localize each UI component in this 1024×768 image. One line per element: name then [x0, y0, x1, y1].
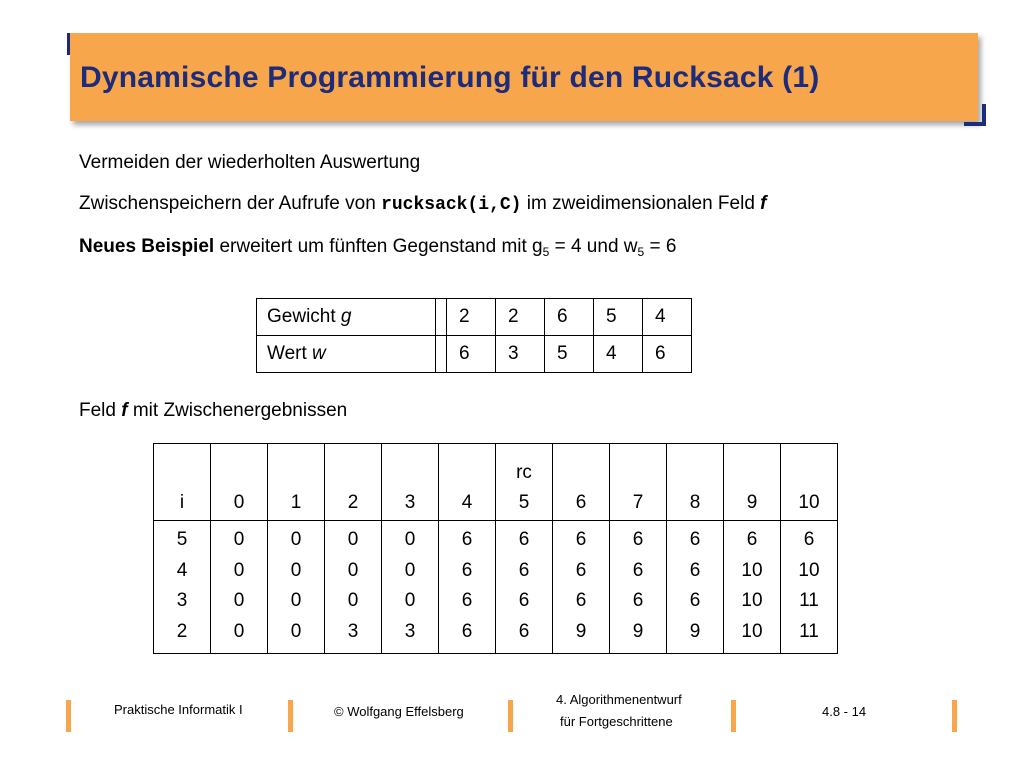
code-rucksack-call: rucksack(i,C) [381, 195, 522, 215]
footer-separator [508, 700, 513, 732]
line3-sub-g: 5 [542, 245, 550, 259]
footer-chapter-line1: 4. Algorithmenentwurf [556, 692, 682, 707]
blank-cell [436, 336, 447, 373]
header-cell: i [154, 444, 211, 521]
table-cell: 6 [545, 299, 594, 336]
table-cell-value: 6 [461, 529, 473, 550]
header-cell: 6 [553, 444, 610, 521]
table-cell-value: 9 [689, 620, 701, 642]
table-cell-value: 4 [176, 559, 188, 581]
table-cell-value: 6 [575, 529, 587, 550]
footer-separator [66, 700, 71, 732]
table-cell: 6 [447, 336, 496, 373]
line3-text-b: = 4 und w [549, 236, 638, 257]
table-cell-value: 0 [404, 559, 416, 581]
header-cell-rc: rc 5 [496, 444, 553, 521]
header-cell: 4 [439, 444, 496, 521]
table-cell-value: 6 [461, 559, 473, 581]
table-row [257, 299, 692, 336]
bullet-line-4 [79, 400, 347, 422]
table-cell-value: 6 [632, 529, 644, 550]
table-cell-value: 6 [461, 620, 473, 642]
line2-text-pre: Zwischenspeichern der Aufrufe von [79, 193, 382, 214]
table-cell-value: 0 [404, 529, 416, 550]
table-cell: 2 [496, 299, 545, 336]
table-cell-value: 6 [632, 590, 644, 611]
line4-text-pre: Feld [79, 400, 122, 421]
table-cell [382, 521, 439, 654]
header-cell: 3 [382, 444, 439, 521]
table-cell-value: 6 [518, 529, 530, 550]
table-cell-value: 6 [746, 529, 758, 550]
table-cell-value: 3 [404, 620, 416, 642]
blank-cell [436, 299, 447, 336]
table-cell-value: 0 [233, 529, 245, 550]
value-label: Wert w [257, 336, 436, 373]
table-cell-value: 6 [689, 529, 701, 550]
table-cell-value: 9 [575, 620, 587, 642]
table-cell-value: 0 [347, 529, 359, 550]
table-cell-value: 6 [575, 559, 587, 581]
table-cell-value: 0 [233, 590, 245, 611]
table-cell-value: 0 [233, 559, 245, 581]
table-cell-value: 9 [632, 620, 644, 642]
header-cell: 8 [667, 444, 724, 521]
table-cell [781, 521, 838, 654]
table-cell [211, 521, 268, 654]
table-cell: 6 [643, 336, 692, 373]
bullet-line-2 [79, 193, 767, 215]
table-cell [325, 521, 382, 654]
table-cell: 5 [545, 336, 594, 373]
table-cell-value: 10 [741, 559, 763, 581]
footer-separator [731, 700, 736, 732]
table-row [257, 336, 692, 373]
title-banner [70, 33, 978, 121]
bullet-line-1: Vermeiden der wiederholten Auswertung [79, 152, 421, 173]
table-cell: 4 [643, 299, 692, 336]
line3-text-a: erweitert um fünften Gegenstand mit g [214, 236, 543, 257]
row-index-cell [154, 521, 211, 654]
table-cell-value: 10 [798, 559, 820, 581]
rc-label: rc [516, 462, 532, 483]
table-cell-value: 11 [799, 590, 819, 611]
table-cell [553, 521, 610, 654]
new-example-label: Neues Beispiel [79, 236, 215, 257]
weight-label: Gewicht g [257, 299, 436, 336]
table-cell-value: 6 [689, 559, 701, 581]
header-cell: 9 [724, 444, 781, 521]
table-cell-value: 0 [290, 620, 302, 642]
table-header-row [154, 444, 838, 521]
table-cell-value: 0 [233, 620, 245, 642]
header-cell: 2 [325, 444, 382, 521]
table-cell-value: 0 [347, 559, 359, 581]
table-cell-value: 6 [689, 590, 701, 611]
table-cell: 5 [594, 299, 643, 336]
items-table [256, 298, 692, 373]
table-cell [439, 521, 496, 654]
table-cell [667, 521, 724, 654]
table-cell-value: 0 [290, 559, 302, 581]
footer [0, 690, 1024, 740]
bullet-line-3 [79, 236, 676, 259]
table-cell [268, 521, 325, 654]
var-f: f [760, 193, 767, 214]
table-cell-value: 6 [461, 590, 473, 611]
table-cell-value: 6 [575, 590, 587, 611]
table-cell-value: 6 [518, 620, 530, 642]
table-cell [496, 521, 553, 654]
footer-separator [952, 700, 957, 732]
table-cell-value: 10 [741, 590, 763, 611]
table-cell-value: 0 [290, 529, 302, 550]
table-cell-value: 0 [404, 590, 416, 611]
header-cell: 7 [610, 444, 667, 521]
table-body-row [154, 521, 838, 654]
var-f: f [121, 400, 128, 421]
f-table [153, 443, 838, 654]
header-cell: 1 [268, 444, 325, 521]
line2-text-post: im zweidimensionalen Feld [521, 193, 761, 214]
footer-page-number: 4.8 - 14 [822, 704, 867, 719]
footer-author: © Wolfgang Effelsberg [334, 704, 464, 719]
table-cell-value: 6 [803, 529, 815, 550]
line3-sub-w: 5 [637, 245, 645, 259]
line4-text-post: mit Zwischenergebnissen [127, 400, 348, 421]
footer-separator [288, 700, 293, 732]
header-cell: 0 [211, 444, 268, 521]
table-cell-value: 3 [347, 620, 359, 642]
table-cell-value: 3 [176, 590, 188, 611]
table-cell [610, 521, 667, 654]
line3-text-c: = 6 [644, 236, 677, 257]
footer-chapter-line2: für Fortgeschrittene [560, 714, 673, 729]
table-cell-value: 10 [741, 620, 763, 642]
table-cell-value: 6 [518, 590, 530, 611]
table-cell-value: 2 [176, 620, 188, 642]
table-cell-value: 0 [290, 590, 302, 611]
table-cell: 2 [447, 299, 496, 336]
table-cell-value: 6 [518, 559, 530, 581]
table-cell-value: 6 [632, 559, 644, 581]
table-cell: 3 [496, 336, 545, 373]
table-cell [724, 521, 781, 654]
title-bracket-bottom-right [964, 104, 986, 126]
slide-title: Dynamische Programmierung für den Rucksack (1) [80, 61, 820, 94]
header-cell: 10 [781, 444, 838, 521]
table-cell-value: 11 [799, 620, 819, 642]
table-cell-value: 5 [176, 529, 188, 550]
table-cell: 4 [594, 336, 643, 373]
table-cell-value: 0 [347, 590, 359, 611]
footer-course: Praktische Informatik I [114, 702, 243, 717]
